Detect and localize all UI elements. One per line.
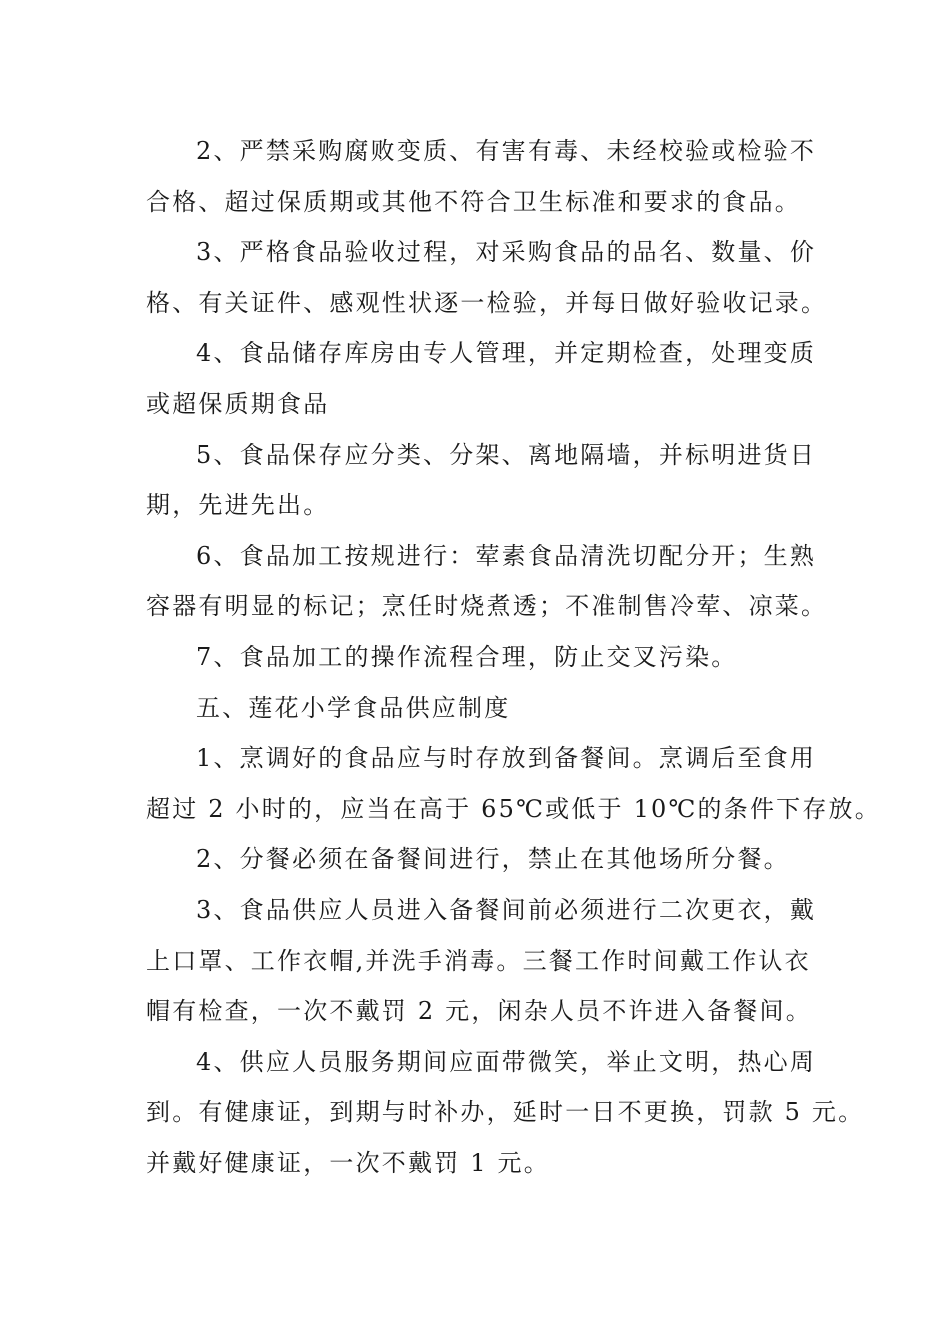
text-line: 期，先进先出。 [146,491,330,520]
text-line: 2、严禁采购腐败变质、有害有毒、未经校验或检验不 [196,137,817,165]
text-line: 或超保质期食品 [146,389,330,418]
document-body [146,126,881,1188]
text-line: 格、有关证件、感观性状逐一检验，并每日做好验收记录。 [146,288,828,317]
text-line: 2、分餐必须在备餐间进行，禁止在其他场所分餐。 [196,845,790,874]
text-line: 超过 2 小时的，应当在高于 65℃或低于 10℃的条件下存放。 [146,794,881,823]
text-line: 3、严格食品验收过程，对采购食品的品名、数量、价 [196,238,817,267]
text-line: 合格、超过保质期或其他不符合卫生标准和要求的食品。 [146,187,801,216]
text-line: 4、食品储存库房由专人管理，并定期检查，处理变质 [196,339,817,368]
text-line: 帽有检查，一次不戴罚 2 元，闲杂人员不许进入备餐间。 [146,997,812,1026]
section-heading: 五、莲花小学食品供应制度 [196,693,511,722]
text-line: 上口罩、工作衣帽,并洗手消毒。三餐工作时间戴工作认衣 [146,946,811,975]
text-line: 并戴好健康证，一次不戴罚 1 元。 [146,1148,550,1177]
text-line: 4、供应人员服务期间应面带微笑，举止文明，热心周 [196,1047,817,1076]
text-line: 容器有明显的标记；烹任时烧煮透；不准制售冷荤、凉菜。 [146,592,828,621]
text-line: 3、食品供应人员进入备餐间前必须进行二次更衣，戴 [196,895,817,924]
text-line: 7、食品加工的操作流程合理，防止交叉污染。 [196,642,738,671]
text-line: 到。有健康证，到期与时补办，延时一日不更换，罚款 5 元。 [146,1098,865,1127]
text-line: 1、烹调好的食品应与时存放到备餐间。烹调后至食用 [196,744,817,773]
text-line: 5、食品保存应分类、分架、离地隔墙，并标明进货日 [196,440,817,469]
text-line: 6、食品加工按规进行：荤素食品清洗切配分开；生熟 [196,541,817,570]
